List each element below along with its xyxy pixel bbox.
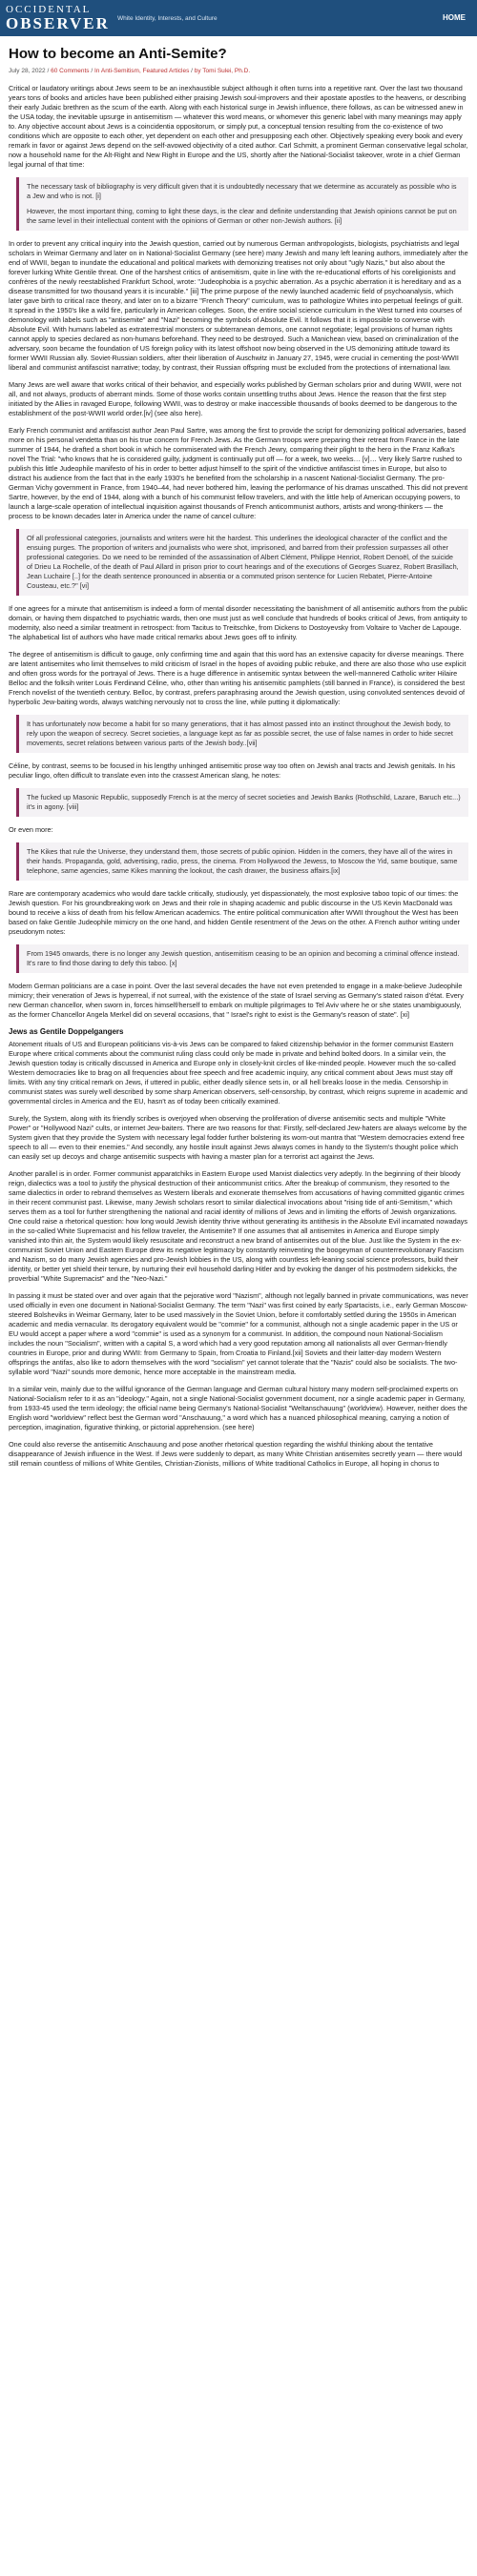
paragraph: Céline, by contrast, seems to be focused in his lengthy unhinged antisemitic prose way too often on Jewish anal tracts and Jewish genitals. In his peculiar lingo, often difficult to translate even into the crassest American slang, he notes: [9, 761, 456, 780]
blockquote [16, 177, 468, 231]
quote-paragraph: The fucked up Masonic Republic, supposedly French is at the mercy of secret societies and Jewish Banks (Rothschild, Lazare, Baruch etc...) it's in agony. [viii] [27, 793, 461, 811]
home-link[interactable]: HOME [443, 13, 466, 22]
quote-paragraph: However, the most important thing, coming to light these days, is the clear and definite understanding that Jewish opinions cannot be put on the same level in their intellectual content with the opinions of German or other non-Jewish authors. [ii] [27, 207, 457, 225]
paragraph: The degree of antisemitism is difficult to gauge, only confirming time and again that this word has an extensive capacity for diverse meanings. There are latent antisemites who limit themselves to mild criticism of Israel in the hopes of avoiding public rebuke, and there are also those who use explicit and often gross words for the portrayal of Jews. There is a huge difference in antisemitic syntax between the well-mannered Catholic writer Hilaire Belloc and the folksih writer Louis Ferdinand Céline, who, other than writing his antisemitic pamphlets (still banned in France), is considered the best French novelist of the twentieth century. Belloc, by contrast, prefers paraphrasing around the Jewish question, using convoluted sentences devoid of hyperbolic Jew-baiting words, always watching nervously not to cross the line, while putting it diplomatically: [9, 650, 467, 706]
quote-paragraph: Of all professional categories, journalists and writers were hit the hardest. This underlines the ideological character of the conflict and the ensuing purges. The proportion of writers and journalists who were shot, imprisoned, and barred from their profession surpasses all other professional categories. Do we need to be reminded of the assassination of Albert Clément, Philippe Henriot, Robert Denoël, of the suicide of Drieu La Rochelle, of the death of Paul Allard in prison prior to court hearings and of the executions of Georges Suarez, Robert Brasillach, Jean Luchaire [..] for the death sentence pronounced in absentia or a commuted prison sentence for Lucien Rebatet, Pierre-Antoine Cousteau, etc.?" [vi] [27, 534, 459, 590]
blockquote [16, 842, 468, 881]
blockquote [16, 788, 468, 817]
logo-main-text: OBSERVER [6, 14, 110, 32]
paragraph: In a similar vein, mainly due to the willful ignorance of the German language and German cultural history many modern self-proclaimed experts on National-Socialism refer to it as an "ideology." Again, not a single National-Socialist government document, nor a single academic paper in Germany, from 1933-45 used the term ideology; the official name being Germany's National-Socialist "Weltanschauung" (worldview). However, neither does the English word "worldview" reflect best the German word "Anschauung," a word which has a nuanced philosophical meaning, carrying a notion of perception, imagination, figurative thinking, or pictorial apprehension. (see here) [9, 1385, 467, 1431]
categories-link[interactable]: In Anti-Semitism, Featured Articles [93, 68, 190, 74]
article [0, 36, 477, 1486]
author-link[interactable]: by Tomi Sulei, Ph.D. [194, 68, 251, 74]
paragraph: Critical or laudatory writings about Jews seem to be an inexhaustible subject although it often turns into a repetitive rant. Over the last two thousand years tons of books and articles have been published either praising Jewish soul-improvers and their apostate apostles to the heavens, or describing their early Judaic brethren as the scum of the earth. Along with each historical surge in Jewish influence, there follows, as can be witnessed anew in the USA today, the inevitable upsurge in antisemitism — whatever this word means, or whomever this generic label with many meanings may apply to. Any objective account about Jews is a coincidentia oppositorum, or simply put, a conceptual tension resulting from the co-existence of two conditions which are opposite to each other, yet dependent on each other and presupposing each other. Objectively speaking every book and every remark in favor or against Jews depend on the self-avowed objectivity of a cited author. Carl Schmitt, a prominent German conservative legal scholar, now a household name for the Alt-Right and New Right in Europe and the US, shortly after the National-Socialist takeover, wrote in a chief German legal journal of that time: [9, 84, 468, 169]
quote-paragraph: From 1945 onwards, there is no longer any Jewish question, antisemitism ceasing to be an opinion and becoming a criminal offence instead. It's rare to find those daring to defy this taboo. [x] [27, 949, 460, 967]
paragraph: If one agrees for a minute that antisemitism is indeed a form of mental disorder necessitating the banishment of all antisemitic authors from the public domain, or having them dispatched to psychiatric wards, then one must just as well conclude that hundreds of books critical of Jews, from antiquity to modernity, also need a similar treatment in retrospect: from Tacitus to Treitschke, from Dickens to Dostoyevsky from Voltaire to Vacher de Lapouge. The alphabetical list of authors who have made critical remarks about Jews goes off to infinity. [9, 604, 468, 641]
article-date: July 28, 2022 [9, 68, 46, 74]
quote-paragraph: The Kikes that rule the Universe, they understand them, those secrets of public opinion. Hidden in the corners, they have all of the wires in their hands. Propaganda, gold, advertising, radio, press, the cinema. From Hollywood the Jewess, to Moscow the Yid, same boutique, same telephone, same agencies, same Kikes manning the lookout, the cash drawer, the business affairs.[ix] [27, 847, 458, 875]
paragraph: Many Jews are well aware that works critical of their behavior, and especially works published by German scholars prior and during WWII, were not all, and not always, products of aberrant minds. Some of those works contain unsettling truths about Jews. Hence the reason that the first step initiated by the Allies in ravaged Europe, following WWII, was to destroy or make inaccessible thousands of books deemed to be dangerous to the establishment of the post-WWII world order.[iv] (see also here). [9, 380, 462, 417]
paragraph: Atonement rituals of US and European politicians vis-à-vis Jews can be compared to faked citizenship behavior in the former communist Eastern Europe where critical comments about the communist ruling class could only be made in private and behind bolted doors. In a similar vein, the Jewish question today is critically discussed in America and Europe only in closely-knit circles of like-minded people. However much the so-called Western democracies like to brag on all frequencies about free speech and free academic inquiry, any critical comment about Jews must stay off limits. With any tiny critical remark on Jews, if uttered in public, either deadly silence sets in, or all hell breaks loose in the media. Censorship in communist states was surely well described by some sharp American observers, self-censorship, by contrast, which reigns supreme in academic and governmental circles in America and the EU, hasn't as of today been critically examined. [9, 1040, 467, 1105]
quote-paragraph: The necessary task of bibliography is very difficult given that it is undoubtedly necessary that we determine as accurately as possible who is a Jew and who is not. [i] [27, 182, 457, 200]
section-heading: Jews as Gentile Doppelgangers [9, 1027, 124, 1036]
paragraph: Another parallel is in order. Former communist apparatchiks in Eastern Europe used Marxist dialectics very adeptly. In the beginning of their bloody reign, dialectics was a tool to justify the physical destruction of their anticommunist critics. After the breakup of communism, they resorted to the same dialectics in order to rebrand themselves as Western liberals and exonerate themselves from accusations of having committed gigantic crimes in their recent communist past. Likewise, many Jewish scholars resort to similar dialectical invocations about "rising tide of anti-Semitism," which serves them as a tool for further strengthening the national and racial identity of millions of Jews and in limiting the efforts of Jewish organizations. One could raise a rhetorical question: how long would Jewish identity thrive without generating its antithesis in the Absolute Evil incarnated nowadays in the so-called White Supremacist and his fellow traveler, the Antisemite? If one assumes that all antisemites in America and Europe simply vanished into thin air, the System would likely resuscitate and reconstruct a new brand of antisemites out of the blue. Just like the System in the ex-communist Soviet Union and Eastern Europe drew its negative legitimacy by constantly reinventing the boogeyman of counterrevolutionary Fascism and Nazism, so do many Jewish agencies and pro-Jewish lobbies in the US, along with countless left-leaning social science professors, build their identity, or better yet shield their tenure, by nurturing their evil household darling Hitler and by evoking the danger of his postmodern sidekicks, the proverbial "White Supremacist" and the "Neo-Nazi." [9, 1169, 468, 1283]
blockquote [16, 715, 468, 753]
site-tagline: White Identity, Interests, and Culture [116, 15, 218, 22]
blockquote [16, 944, 468, 973]
paragraph: In order to prevent any critical inquiry into the Jewish question, carried out by numerous German anthropologists, biologists, psychiatrists and legal scholars in Weimar Germany and later on in National-Socialist Germany (see here) many Jewish and many left leaning authors, immediately after the end of WWII, began to inundate the educational and political markets with demonizing treatises not only about "ugly Nazis," but also about the forever lurking White Gentile threat. One of the harshest critics of antisemitism, quite in line with the re-educational efforts of his coreligionists and confrères of the newly reestablished Frankfurt School, wrote: "Judeophobia is a psychic aberration. As a psychic aberration it is hereditary and as a disease transmitted for two thousand years it is incurable." [iii] The prime purpose of the newly launched academic field of psychoanalysis, which later gave birth to critical race theory, and later on to a bizarre "French Theory" curriculum, was to pathologize Whites into perpetual feelings of guilt. It spread in the 1950's like a wild fire, particularly in American colleges. Soon, the entire social science curriculum in the West turned into courses of demonology with labels such as "antisemite" and "Nazi" becoming the symbols of Absolute Evil. It follows that it is impossible to converse with Absolute Evil. With humans labeled as extraterrestrial monsters or subterranean demons, one cannot negotiate; legal provisions of human rights cannot apply to species declared as non-humans beforehand. They need to be destroyed. Such a Manichean view, based on criminalization of the adversary, soon became the foundation of US foreign policy with its latest offshoot now being observed in the US demonizing attitude toward its former WWII Russian ally. Soviet-Russian soldiers, after their liberation of Auschwitz in January 27, 1945, were crucial in cementing the post-WWII liberal and communist antifascist narrative; today, by contrast, their Russian offspring must be excluded from the protections of international law. [9, 239, 468, 372]
quote-paragraph: It has unfortunately now become a habit for so many generations, that it has almost passed into an instinct throughout the Jewish body, to rely upon the weapon of secrecy. Secret societies, a language kept as far as possible secret, the use of false names in order to hide secret movements, secret relations between various parts of the Jewish body..[vii] [27, 720, 453, 747]
article-meta: July 28, 2022 / 60 Comments / In Anti-Semitism, Featured Articles / by Tomi Sulei, Ph.D. [9, 68, 251, 74]
paragraph: In passing it must be stated over and over again that the pejorative word "Nazism", although not legally banned in private communications, was never used officially in even one document in National-Socialist Germany. The term "Nazi" was first coined by early Spartacists, i.e., early German Moscow-steered Bolsheviks in Weimar Germany, later to be used massively in the Soviet Union, before it comfortably settled during the 1950s in American academic and media vernacular. Its derogatory equivalent would be "commie" for a communist, although not a single academic paper in the US or EU would accept a paper where a word "commie" is used as a synonym for a communist. In addition, the compound noun National-Socialism includes the noun "Socialism", written with a capital S, a word which had a very good reputation among all nationalists all over German-friendly countries in Europe, prior and during WWII: from Germany to Spain, from Croatia to Finland.[xii] Soviets and their latter-day modern Western offsprings the antifas, also like to adorn themselves with the word "socialism" yet cannot tolerate that the "Nazis" could also be socialists. The two-syllable word "Nazi" sounds more demonic, hence more acceptable in the mainstream media. [9, 1291, 468, 1376]
paragraph: Surely, the System, along with its friendly scribes is overjoyed when observing the proliferation of diverse antisemitic sects and multiple "White Power" or "Hollywood Nazi" cults, or internet Jew-baiters. There are two reasons for that: Firstly, self-declared Jew-haters are always welcome by the System given that they provide the System with necessary legal fodder further bolstering its worn-out mantra that "Western democracies extend free speech to all — even to their enemies." And secondly, any hostile insult against Jews always comes in handy to the System's thought police which can easily set up decoys and charge antisemitic suspects with having a master plan for a terrorist act against the Jews. [9, 1114, 467, 1161]
site-header [0, 0, 477, 36]
paragraph: One could also reverse the antisemitic Anschauung and pose another rhetorical question regarding the wishful thinking about the tentative disappearance of Jewish influence in the West. If Jews were suddenly to depart, as many White Christian antisemites secretly yearn — there would still remain countless of millions of White Gentiles, Christian-Zionists, millions of White traditional Catholics in Europe, all hoping in chorus to [9, 1440, 463, 1468]
blockquote [16, 529, 468, 596]
article-title: How to become an Anti-Semite? [9, 46, 227, 62]
comments-link[interactable]: 60 Comments [51, 68, 90, 74]
paragraph: Rare are contemporary academics who would dare tackle critically, studiously, yet dispassionately, the most explosive taboo topic of our times: the Jewish question. For his groundbreaking work on Jews and their role in shaping academic and public discourse in the US Kevin MacDonald was bound to receive a kiss of death from his fellow American academics. The entire political communication after WWII throughout the West has been based on fake Gentile Judeophile mimicry on the one hand, and hidden Gentile resentment of the Jews on the other. A French author writing under pseudonym notes: [9, 889, 460, 936]
site-logo[interactable] [6, 5, 218, 31]
paragraph: Early French communist and antifascist author Jean Paul Sartre, was among the first to provide the script for demonizing political adversaries, based more on his personal vendetta than on his true concern for French Jews. As the German troops were preparing their retreat from France in the late summer of 1944, he drafted a short book in which he commiserated with the French Jewry, comparing their plight to the hero in the Franz Kafka's novel The Trial: "who knows that he is considered guilty, judgment is continually put off — for a week, two weeks… [v]… Very likely Sartre rushed to publish this little Judeophile manifesto of his in order to better adjust himself to the spirit of the vindictive antifascist times in Europe, but also to distract his audience from the fact that in the early 1930's he benefited from the scholarship in a nascent National-Socialist Germany. The pro-German Vichy government in France, from 1940–44, had never bothered him, leaving the performance of his dramas unscathed. This did not prevent Sartre, however, by the end of 1944, along with a bunch of his communist fellow travelers, and with the little help of American occupying powers, to launch a large-scale operation of intellectual inquisition against thousands of French anticommunist authors, artists and wrong-thinkers — the process to be known decades later in America under the name of cancel culture: [9, 426, 468, 520]
logo-top-text: OCCIDENTAL [6, 4, 92, 15]
paragraph: Or even more: [9, 825, 53, 834]
paragraph: Modern German politicians are a case in point. Over the last several decades the have not even pretended to engage in a make-believe Judeophile mimicry; their veneration of Jews is hyperreal, if not surreal, with the existence of the state of Israel serving as Germany's stated raison d'état. Every new German chancellor, when sworn in, forces himself/herself to embark on multiple pilgrimages to Tel Aviv where he or she states unambiguously, as the former Chancellor Angela Merkel did on several occasions, that " Israel's right to exist is the Germany's reason of state". [xi] [9, 982, 464, 1019]
